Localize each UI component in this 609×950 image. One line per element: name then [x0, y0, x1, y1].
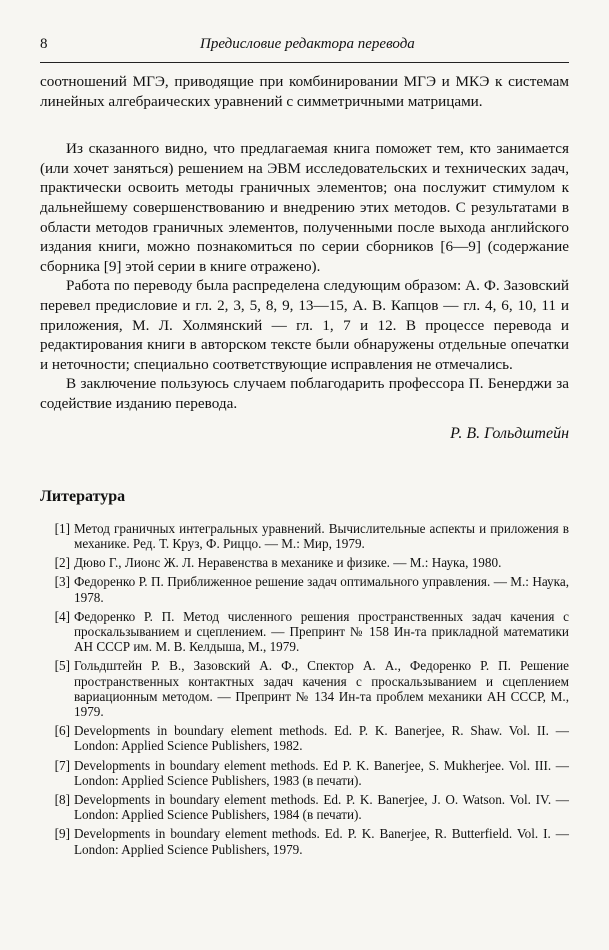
- reference-number: [1]: [54, 520, 70, 536]
- reference-text: Developments in boundary element methods. Ed P. K. Banerjee, S. Mukherjee. Vol. III. — London: Applied Science Publishers, 1983 (в печати).: [74, 757, 569, 788]
- reference-item: [40, 723, 569, 753]
- editor-signature: Р. В. Гольдштейн: [450, 424, 569, 442]
- body-paragraph: В заключение пользуюсь случаем поблагодарить профессора П. Бенерджи за содействие изданию перевода.: [40, 375, 569, 412]
- reference-item: [40, 609, 569, 655]
- references-heading: Литература: [40, 488, 126, 506]
- reference-item: [40, 521, 569, 551]
- page-number: 8: [40, 36, 48, 52]
- reference-number: [9]: [54, 826, 70, 842]
- references-list: [40, 521, 569, 857]
- reference-text: Developments in boundary element methods. Ed. P. K. Banerjee, R. Butterfield. Vol. I. — London: Applied Science Publishers, 1979.: [74, 826, 569, 857]
- reference-item: [40, 758, 569, 788]
- reference-item: [40, 555, 569, 570]
- paragraph-gap: [40, 111, 569, 139]
- reference-text: Федоренко Р. П. Приближенное решение задач оптимального управления. — М.: Наука, 1978.: [74, 574, 569, 605]
- reference-number: [5]: [54, 658, 70, 674]
- running-title: Предисловие редактора перевода: [200, 36, 415, 52]
- reference-item: [40, 792, 569, 822]
- reference-text: Метод граничных интегральных уравнений. Вычислительные аспекты и приложения в механике. Ред. Т. Круз, Ф. Риццо. — М.: Мир, 1979.: [74, 520, 569, 551]
- reference-text: Дюво Г., Лионс Ж. Л. Неравенства в механике и физике. — М.: Наука, 1980.: [74, 555, 502, 571]
- body-paragraph: Работа по переводу была распределена следующим образом: А. Ф. Зазовский перевел предисловие и гл. 2, 3, 5, 8, 9, 13—15, А. В. Капцов — гл. 4, 6, 10, 11 и приложения, М. Л. Холмянский — гл. 1, 7 и 12. В процессе перевода и редактирования книги в авторском тексте были обнаружены отдельные опечатки и неточности; специально соответствующие исправления не отмечались.: [40, 277, 569, 373]
- reference-number: [8]: [54, 791, 70, 807]
- header-rule: [40, 62, 569, 63]
- continuation-paragraph: соотношений МГЭ, приводящие при комбинировании МГЭ и МКЭ к системам линейных алгебраических уравнений с симметричными матрицами.: [40, 73, 569, 110]
- reference-text: Гольдштейн Р. В., Зазовский А. Ф., Спектор А. А., Федоренко Р. П. Решение пространственных контактных задач качения с проскальзыванием и сцеплением вариационным методом. — Препринт № 134 Ин-та проблем механики АН СССР, М., 1979.: [74, 658, 569, 719]
- body-paragraph: Из сказанного видно, что предлагаемая книга поможет тем, кто занимается (или хочет заняться) решением на ЭВМ исследовательских и технических задач, практически освоить методы граничных элементов; она послужит стимулом к дальнейшему совершенствованию и внедрению этих методов. С результатами в области методов граничных элементов, полученными после выхода английского издания книги, можно познакомиться по серии сборников [6—9] (содержание сборника [9] этой серии в книге отражено).: [40, 140, 569, 275]
- reference-item: [40, 574, 569, 604]
- reference-text: Developments in boundary element methods. Ed. P. K. Banerjee, R. Shaw. Vol. II. — London: Applied Science Publishers, 1982.: [74, 723, 569, 754]
- reference-number: [3]: [54, 574, 70, 590]
- reference-number: [7]: [54, 757, 70, 773]
- reference-item: [40, 658, 569, 719]
- reference-item: [40, 826, 569, 856]
- reference-number: [6]: [54, 723, 70, 739]
- page-content: [40, 72, 569, 861]
- reference-text: Developments in boundary element methods. Ed. P. K. Banerjee, J. O. Watson. Vol. IV. — London: Applied Science Publishers, 1984 (в печати).: [74, 791, 569, 823]
- reference-number: [2]: [54, 555, 70, 571]
- reference-text: Федоренко Р. П. Метод численного решения пространственных задач качения с проскальзыванием и сцеплением. — Препринт № 158 Ин-та прикладной математики АН СССР им. М. В. Келдыша, М., 1979.: [74, 608, 569, 655]
- reference-number: [4]: [54, 608, 70, 624]
